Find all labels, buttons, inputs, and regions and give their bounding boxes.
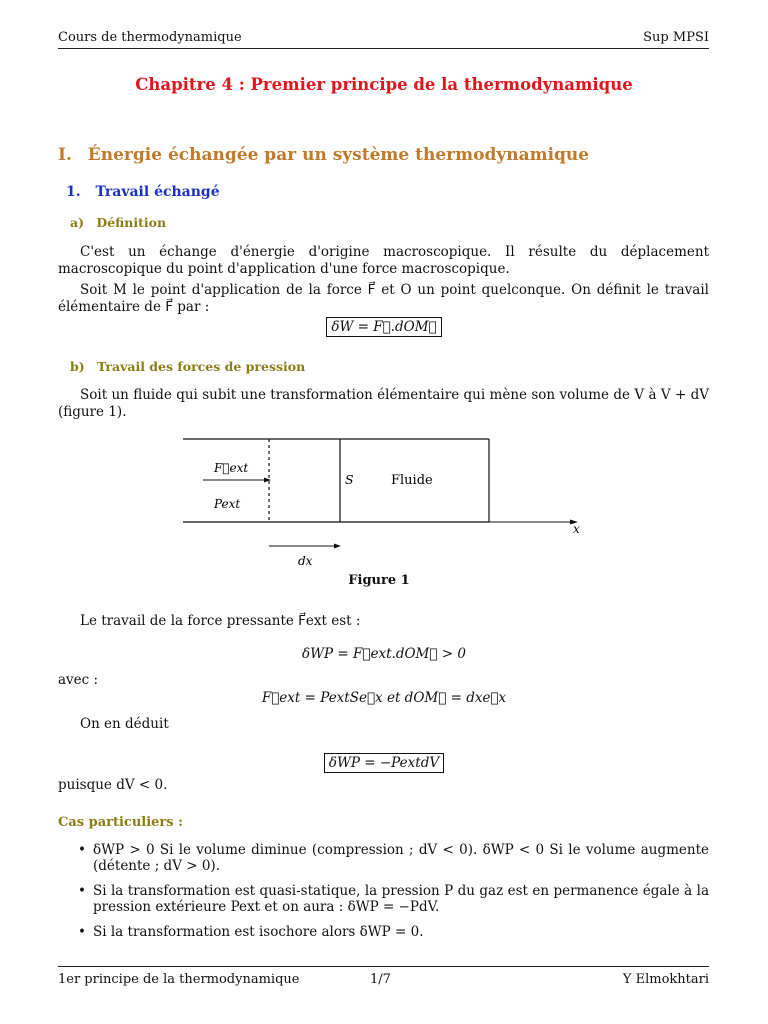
equation-3-wrap	[0, 687, 768, 706]
equation-4: δWP = −PextdV	[324, 753, 444, 773]
footer-right: Y Elmokhtari	[622, 972, 709, 987]
subsection-heading	[66, 184, 220, 200]
bullet-list	[78, 842, 709, 940]
subsubsection-a-heading	[70, 215, 166, 230]
paragraph-b-1: Soit un fluide qui subit une transformation élémentaire qui mène son volume de V à V + dV (figure 1).	[58, 387, 709, 420]
label-x-axis: x	[573, 522, 580, 536]
header-rule	[58, 48, 709, 49]
bullet-text-1: δWP > 0 Si le volume diminue (compression ; dV < 0). δWP < 0 Si le volume augmente (détente ; dV > 0).	[93, 842, 709, 874]
label-dx: dx	[298, 554, 313, 568]
equation-4-wrap	[0, 752, 768, 771]
subsubsection-b-title: Travail des forces de pression	[97, 359, 306, 374]
footer-rule	[58, 966, 709, 967]
paragraph-definition-1: C'est un échange d'énergie d'origine macroscopique. Il résulte du déplacement macroscopique du point d'application d'une force macroscopique.	[58, 244, 709, 277]
equation-2: δWP = F⃗ext.dOM⃗ > 0	[302, 646, 466, 662]
section-heading	[58, 145, 589, 165]
label-fluid: Fluide	[391, 473, 433, 488]
figure-1-diagram	[170, 430, 590, 570]
label-pressure: Pext	[214, 497, 241, 511]
label-force: F⃗ext	[214, 461, 249, 475]
equation-1-wrap	[0, 316, 768, 335]
figure-caption: Figure 1	[348, 573, 410, 588]
header-left: Cours de thermodynamique	[58, 30, 242, 45]
subsubsection-b-number: b)	[70, 359, 85, 374]
equation-2-wrap	[0, 643, 768, 662]
paragraph-definition-2: Soit M le point d'application de la force F⃗ et O un point quelconque. On définit le travail élémentaire de F⃗ par :	[58, 282, 709, 315]
equation-1: δW = F⃗.dOM⃗	[326, 317, 441, 337]
equation-3: F⃗ext = PextSe⃗x et dOM⃗ = dxe⃗x	[261, 690, 507, 706]
subsubsection-a-number: a)	[70, 215, 85, 230]
force-arrow-head	[264, 478, 271, 483]
bullet-text-3: Si la transformation est isochore alors δWP = 0.	[93, 924, 424, 940]
bullet-dot: •	[78, 924, 86, 940]
header-right: Sup MPSI	[643, 30, 709, 45]
subsection-title: Travail échangé	[95, 184, 220, 200]
paragraph-force: Le travail de la force pressante F⃗ext est :	[80, 613, 361, 629]
footer-left: 1er principe de la thermodynamique	[58, 972, 300, 987]
label-avec: avec :	[58, 672, 99, 688]
footer-page-number: 1/7	[370, 972, 391, 987]
subsubsection-a-title: Définition	[96, 215, 167, 230]
bullet-item	[78, 924, 709, 940]
subsubsection-b-heading	[70, 359, 305, 374]
bullet-text-2: Si la transformation est quasi-statique, la pression P du gaz est en permanence égale à la pression extérieure Pext et on aura : δWP = −PdV.	[93, 883, 709, 915]
paragraph-on-en-deduit: On en déduit	[80, 716, 169, 732]
label-surface: S	[345, 472, 354, 487]
section-title: Énergie échangée par un système thermodynamique	[87, 145, 590, 165]
bullet-item	[78, 842, 709, 874]
bullet-dot: •	[78, 842, 86, 858]
dx-arrow-head	[334, 544, 341, 549]
chapter-title: Chapitre 4 : Premier principe de la thermodynamique	[135, 75, 633, 94]
bullet-dot: •	[78, 883, 86, 899]
bullet-item	[78, 883, 709, 915]
section-number: I.	[58, 145, 72, 165]
subsection-number: 1.	[66, 184, 81, 200]
cas-particuliers-heading: Cas particuliers :	[58, 815, 183, 830]
paragraph-puisque: puisque dV < 0.	[58, 777, 168, 793]
